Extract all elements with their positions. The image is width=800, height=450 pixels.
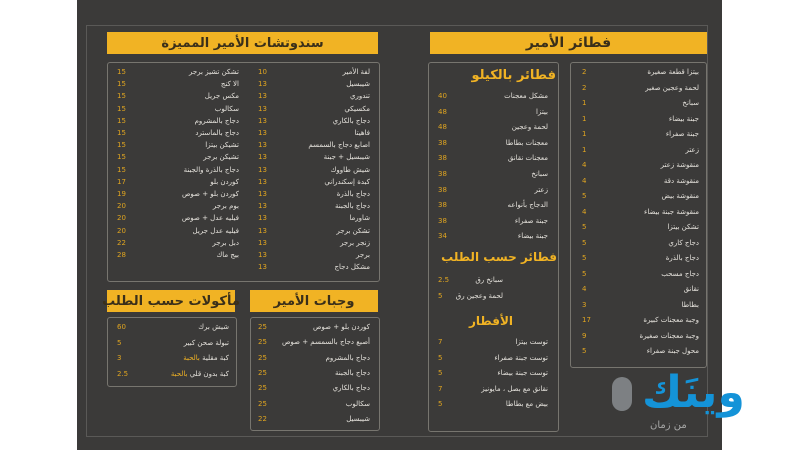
item-name: زنجر برجر [340, 238, 370, 247]
menu-item [117, 249, 239, 261]
item-name: زعتر [685, 145, 699, 154]
item-name: كبدة إسكندراني [324, 177, 370, 186]
item-name: تبولة صحن كبير [183, 338, 229, 347]
item-price: 13 [258, 116, 267, 125]
item-name: وجبة معجنات صغيرة [639, 331, 699, 340]
item-price: 13 [258, 141, 267, 150]
menu-item [582, 128, 699, 140]
item-price: 13 [258, 153, 267, 162]
item-price: 13 [258, 104, 267, 113]
watermark-name: وينَك [642, 367, 745, 418]
menu-item [582, 299, 699, 311]
menu-item [582, 314, 699, 326]
item-name: شيبسيل [346, 80, 370, 89]
menu-item [258, 249, 370, 261]
item-price: 15 [117, 141, 126, 150]
item-price: 17 [117, 177, 126, 186]
menu-item [117, 368, 229, 380]
pies-order-title: فطائر حسب الطلب [441, 250, 557, 264]
menu-item [258, 200, 370, 212]
item-name: تشكن برجر [336, 226, 370, 235]
item-name: مشكل معجنات [504, 92, 548, 100]
item-name: سكالوب [345, 399, 370, 408]
watermark-sub: من زمان [650, 420, 687, 431]
item-price: 5 [438, 291, 443, 300]
menu-item [438, 230, 548, 242]
menu-item [258, 212, 370, 224]
item-price: 15 [117, 68, 126, 76]
menu-item [438, 367, 548, 379]
item-price: 7 [438, 338, 443, 346]
menu-item [258, 164, 370, 176]
item-price: 38 [438, 170, 447, 178]
menu-item [258, 367, 370, 379]
item-price: 5 [438, 353, 443, 362]
item-name: محول جبنة صفراء [646, 347, 699, 355]
item-price: 5 [582, 238, 587, 247]
menu-item [582, 97, 699, 109]
item-price: 13 [258, 214, 267, 223]
menu-item [582, 159, 699, 171]
item-price: 38 [438, 216, 447, 225]
menu-item [117, 352, 229, 364]
menu-item [438, 168, 548, 180]
order-food-title: مأكولات حسب الطلب [107, 290, 235, 312]
item-price: 15 [117, 80, 126, 89]
item-price: 48 [438, 107, 447, 116]
item-name: بيتزا قطعة صغيرة [647, 68, 699, 76]
item-name: سبانخ رق [475, 276, 503, 284]
item-name: شيش برك [198, 323, 229, 331]
menu-item [117, 139, 239, 151]
menu-item [117, 176, 239, 188]
item-name: جبنة بيضاء [668, 114, 699, 123]
item-price: 5 [438, 369, 443, 377]
item-price: 1 [582, 114, 587, 123]
menu-item [117, 164, 239, 176]
item-name: شيبسيل [346, 414, 370, 423]
menu-item [258, 176, 370, 188]
item-price: 5 [582, 254, 587, 262]
item-price: 2.5 [117, 369, 129, 378]
item-price: 19 [117, 190, 126, 198]
menu-item [582, 82, 699, 94]
menu-item [438, 398, 548, 410]
watermark-mark-icon [612, 377, 632, 411]
item-name: معجنات بطاطا [505, 138, 548, 147]
item-price: 4 [582, 176, 587, 185]
menu-item [582, 345, 699, 357]
item-price: 20 [117, 226, 126, 235]
item-name: تشكن تشيز برجر [188, 68, 239, 76]
menu-item [582, 237, 699, 249]
item-price: 3 [582, 300, 587, 309]
item-name: شيبسيل + جبنة [323, 153, 370, 162]
item-name: بيض مع بطاطا [505, 400, 548, 408]
item-price: 20 [117, 214, 126, 223]
item-name: منقوشة بيض [661, 192, 699, 200]
menu-item [582, 206, 699, 218]
item-name: دجاج بالمشروم [325, 353, 370, 362]
item-name: جبنة بيضاء [517, 232, 548, 241]
item-price: 5 [582, 223, 587, 231]
item-name: معجنات نقانق [507, 154, 548, 163]
item-price: 25 [258, 323, 267, 331]
item-name: بيج ماك [216, 251, 239, 259]
item-name: لفة الأمير [342, 68, 370, 76]
item-price: 4 [582, 207, 587, 216]
item-name: تندوري [350, 92, 370, 101]
item-price: 13 [258, 263, 267, 272]
item-name: فيليه عدل جريل [192, 226, 239, 235]
menu-item [117, 66, 239, 78]
item-price: 38 [438, 201, 447, 210]
item-name: كبة بدون قلي بالحبة [170, 369, 229, 378]
menu-item [438, 90, 548, 102]
item-price: 9 [582, 331, 587, 340]
menu-item [258, 398, 370, 410]
item-name: جبنة صفراء [665, 130, 699, 138]
item-name: جبنة صفراء [514, 216, 548, 225]
menu-item [258, 352, 370, 364]
menu-item [438, 274, 503, 286]
menu-item [258, 413, 370, 425]
menu-item [582, 113, 699, 125]
menu-item [258, 336, 370, 348]
menu-item [582, 66, 699, 78]
item-name: دجاج بالذرة والجبنة [183, 165, 239, 174]
item-price: 13 [258, 226, 267, 235]
sandwiches-title: سندوتشات الأمير المميزة [107, 32, 378, 54]
item-price: 25 [258, 353, 267, 362]
item-name: تشيكن بيتزا [205, 141, 239, 150]
item-name: دجاج بالكاري [332, 384, 370, 393]
menu-item [117, 337, 229, 349]
item-name: شيش طاووك [330, 165, 370, 174]
item-price: 13 [258, 165, 267, 174]
item-price: 38 [438, 185, 447, 194]
menu-item [258, 261, 370, 273]
item-price: 13 [258, 238, 267, 247]
item-price: 22 [117, 238, 126, 247]
menu-item [117, 225, 239, 237]
item-name: وجبة معجنات كبيرة [643, 316, 699, 324]
meals-title: وجبات الأمير [250, 290, 378, 312]
item-price: 5 [438, 400, 443, 408]
item-price: 2 [582, 68, 587, 76]
item-price: 2 [582, 83, 587, 92]
menu-item [582, 252, 699, 264]
item-price: 1 [582, 145, 587, 154]
item-name: نقانق مع بصل ، مايونيز [481, 384, 548, 393]
item-price: 1 [582, 99, 587, 107]
item-name: شاورما [349, 214, 370, 223]
item-name: دجاج بالذرة [336, 190, 370, 198]
item-price: 7 [438, 384, 443, 393]
item-price: 17 [582, 316, 591, 324]
menu-item [258, 151, 370, 163]
menu-item [117, 90, 239, 102]
menu-item [582, 190, 699, 202]
item-name: نقانق [683, 285, 699, 293]
menu-item [582, 144, 699, 156]
menu-item [117, 237, 239, 249]
menu-item [258, 382, 370, 394]
item-name: دجاج مسحب [661, 269, 699, 278]
item-name: الا كنج [220, 80, 239, 89]
item-price: 25 [258, 368, 267, 377]
menu-item [582, 175, 699, 187]
menu-item [438, 152, 548, 164]
item-name: دجاج بالكاري [332, 116, 370, 125]
watermark-logo [592, 365, 792, 445]
menu-item [258, 321, 370, 333]
item-name: الدجاج بأنواعه [507, 201, 548, 210]
item-name: دجاج بالذرة [665, 254, 699, 262]
item-price: 48 [438, 123, 447, 132]
item-name: دجاج بالمشروم [194, 116, 239, 125]
item-price: 38 [438, 154, 447, 163]
item-name: توست بيتزا [515, 338, 548, 346]
item-price: 10 [258, 68, 267, 76]
item-name: كوردن بلو + صوص [312, 323, 370, 331]
item-price: 25 [258, 384, 267, 393]
item-name: سبانخ [531, 170, 548, 178]
item-name: برجر [356, 251, 370, 259]
item-name: لحمة وعجين صغير [645, 83, 699, 92]
menu-item [117, 78, 239, 90]
item-name: توست جبنة صفراء [494, 353, 548, 362]
item-name: لحمة وعجين رق [455, 291, 503, 300]
item-price: 15 [117, 153, 126, 162]
item-name: كوردن بلو + صوص [181, 190, 239, 198]
menu-item [438, 199, 548, 211]
item-price: 20 [117, 202, 126, 211]
item-name: دجاج بالماسترد [195, 129, 239, 137]
item-price: 13 [258, 202, 267, 211]
menu-item [582, 330, 699, 342]
item-name: دبل برجر [212, 238, 239, 247]
pies-title: فطائر الأمير [430, 32, 707, 54]
item-name: فاهيتا [354, 129, 370, 137]
item-price: 15 [117, 129, 126, 137]
item-name: بطاطا [681, 300, 699, 309]
item-unit-note: بالحبة [170, 369, 190, 378]
item-price: 5 [582, 347, 587, 355]
breakfast-title: الأفطار [468, 314, 513, 328]
item-name: منقوشة دقة [663, 176, 699, 185]
menu-item [258, 225, 370, 237]
menu-item [117, 321, 229, 333]
menu-item [582, 221, 699, 233]
menu-item [117, 115, 239, 127]
item-name: سبانخ [682, 99, 699, 107]
item-name: دجاج بالجبنة [334, 368, 370, 377]
item-name: زعتر [534, 185, 548, 194]
item-name: اصابع دجاج بالسمسم [308, 141, 370, 150]
item-name: منقوشة جبنة بيضاء [644, 207, 699, 216]
item-name: كوردن بلو [210, 177, 239, 186]
item-unit-note: بالحبة [183, 354, 203, 362]
item-name: دجاج كاري [668, 238, 699, 247]
item-price: 4 [582, 285, 587, 293]
item-price: 13 [258, 190, 267, 198]
menu-item [258, 90, 370, 102]
menu-item [438, 121, 548, 133]
item-price: 28 [117, 251, 126, 259]
item-price: 4 [582, 161, 587, 169]
item-name: توست جبنة بيضاء [497, 369, 548, 377]
item-name: بيتزا [536, 107, 548, 116]
item-price: 2.5 [438, 276, 450, 284]
item-price: 13 [258, 251, 267, 259]
item-name: فيليه عدل + صوص [181, 214, 239, 223]
item-price: 15 [117, 165, 126, 174]
menu-item [438, 383, 548, 395]
menu-item [582, 283, 699, 295]
menu-item [258, 66, 370, 78]
item-name: أصبع دجاج بالسمسم + صوص [281, 338, 370, 347]
menu-item [258, 237, 370, 249]
menu-item [438, 215, 548, 227]
menu-item [438, 106, 548, 118]
item-name: مشكل دجاج [334, 263, 370, 272]
item-name: بوم برجر [212, 202, 239, 211]
item-price: 38 [438, 138, 447, 147]
item-name: منقوشة زعتر [660, 161, 699, 169]
menu-item [117, 212, 239, 224]
item-price: 13 [258, 80, 267, 89]
item-price: 40 [438, 92, 447, 100]
menu-item [258, 127, 370, 139]
menu-item [258, 78, 370, 90]
menu-item [117, 127, 239, 139]
item-name: سكالوب [214, 104, 239, 113]
item-price: 25 [258, 399, 267, 408]
item-name: مكس جريل [204, 92, 239, 101]
menu-item [258, 115, 370, 127]
item-name: مكسيكي [344, 104, 370, 113]
item-price: 13 [258, 92, 267, 101]
item-price: 25 [258, 338, 267, 347]
item-price: 3 [117, 354, 122, 362]
item-name: تشيكن برجر [203, 153, 239, 162]
menu-item [258, 188, 370, 200]
item-price: 34 [438, 232, 447, 241]
item-price: 22 [258, 414, 267, 423]
menu-item [438, 290, 503, 302]
menu-item [117, 200, 239, 212]
menu-item [438, 352, 548, 364]
menu-item [117, 151, 239, 163]
item-name: تشكن بيتزا [667, 223, 699, 231]
item-name: كبة مقلية بالحبة [183, 354, 229, 362]
item-price: 15 [117, 104, 126, 113]
item-price: 5 [117, 338, 122, 347]
menu-item [582, 268, 699, 280]
menu-item [438, 336, 548, 348]
item-price: 15 [117, 116, 126, 125]
menu-item [438, 137, 548, 149]
item-name: لحمة وعجين [511, 123, 548, 132]
menu-item [258, 139, 370, 151]
menu-item [258, 103, 370, 115]
item-price: 60 [117, 323, 126, 331]
item-name: دجاج بالجبنة [334, 202, 370, 211]
item-price: 5 [582, 269, 587, 278]
item-price: 13 [258, 177, 267, 186]
menu-item [117, 103, 239, 115]
item-price: 1 [582, 130, 587, 138]
menu-item [117, 188, 239, 200]
item-price: 13 [258, 129, 267, 137]
item-price: 5 [582, 192, 587, 200]
item-price: 15 [117, 92, 126, 101]
menu-item [438, 184, 548, 196]
kilo-title: فطائر بالكيلو [471, 68, 556, 83]
